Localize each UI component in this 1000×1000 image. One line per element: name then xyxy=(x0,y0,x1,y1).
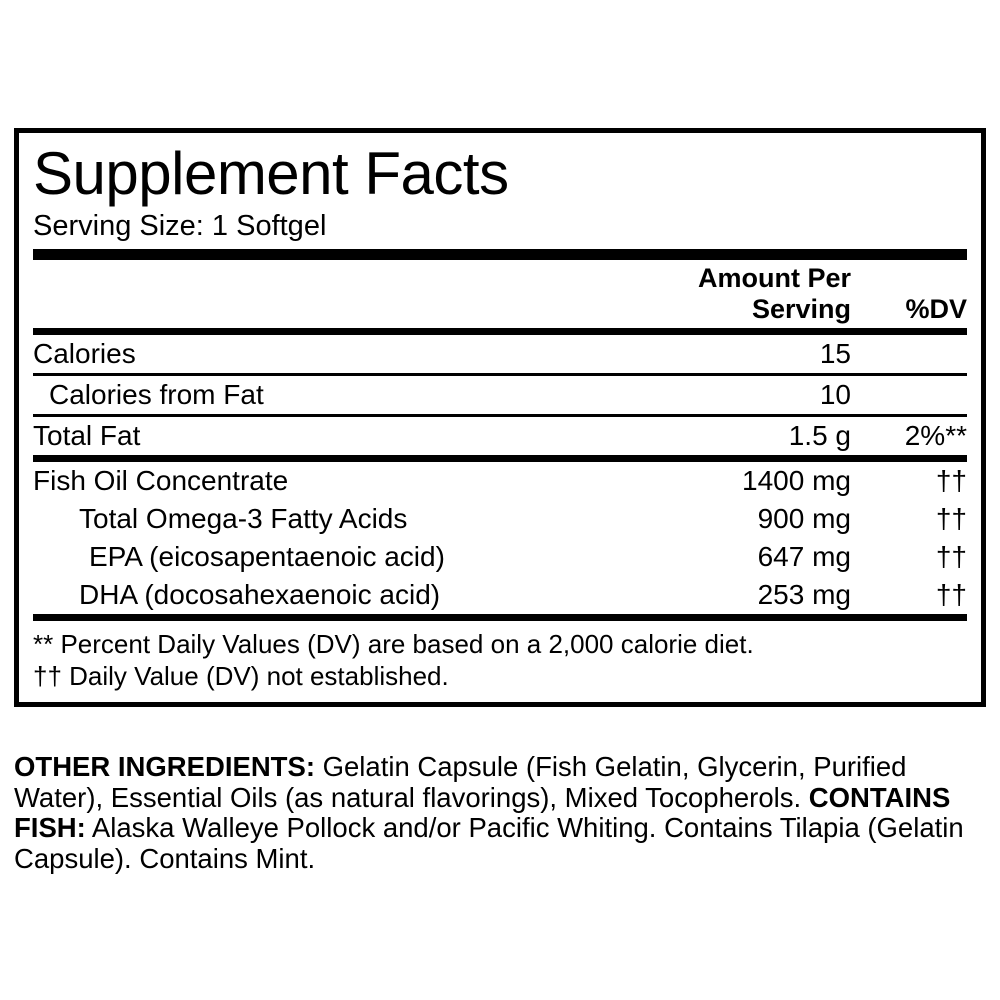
row-amount: 1400 mg xyxy=(742,465,851,496)
contains-fish-text: Alaska Walleye Pollock and/or Pacific Whiting. Contains Tilapia (Gelatin Capsule). Contains Mint. xyxy=(14,812,964,874)
footnotes xyxy=(33,621,967,692)
row-label: Total Fat xyxy=(33,420,141,451)
header-blank xyxy=(33,260,621,328)
row-amount: 1.5 g xyxy=(788,420,851,451)
footnote-daily-value-basis: ** Percent Daily Values (DV) are based on a 2,000 calorie diet. xyxy=(33,629,754,659)
row-amount: 253 mg xyxy=(757,579,851,610)
divider-above-footnotes xyxy=(33,614,967,621)
row-label: EPA (eicosapentaenoic acid) xyxy=(89,541,445,572)
header-percent-dv: %DV xyxy=(905,294,967,324)
other-ingredients-heading: OTHER INGREDIENTS: xyxy=(14,751,315,782)
table-header-row xyxy=(33,260,967,328)
row-dv: †† xyxy=(935,579,967,610)
row-amount: 900 mg xyxy=(757,503,851,534)
nutrition-rows-secondary xyxy=(33,462,967,614)
nutrition-rows-primary xyxy=(33,335,967,455)
table-row xyxy=(33,576,967,614)
row-label: DHA (docosahexaenoic acid) xyxy=(79,579,441,610)
table-row xyxy=(33,335,967,375)
row-dv: 2%** xyxy=(904,420,967,451)
footnote-dv-not-established: †† Daily Value (DV) not established. xyxy=(33,661,449,691)
table-row xyxy=(33,462,967,500)
row-dv: †† xyxy=(935,465,967,496)
divider-thick-top xyxy=(33,249,967,260)
table-row xyxy=(33,500,967,538)
row-amount: 15 xyxy=(621,335,855,375)
page-title: Supplement Facts xyxy=(33,140,509,207)
row-label: Calories from Fat xyxy=(33,375,621,416)
header-amount-per-serving: Amount Per Serving xyxy=(697,263,851,324)
row-dv: †† xyxy=(935,503,967,534)
supplement-facts-box xyxy=(14,128,986,707)
nutrition-table xyxy=(33,260,967,328)
row-amount: 647 mg xyxy=(757,541,851,572)
table-row xyxy=(33,375,967,416)
table-row xyxy=(33,416,967,456)
serving-size-text: Serving Size: 1 Softgel xyxy=(33,210,327,242)
row-dv xyxy=(855,335,967,375)
divider-under-headers xyxy=(33,328,967,335)
row-label: Calories xyxy=(33,335,621,375)
divider-under-total-fat xyxy=(33,455,967,462)
row-dv: †† xyxy=(935,541,967,572)
other-ingredients-block xyxy=(14,752,986,874)
other-ingredients-text: Gelatin Capsule (Fish Gelatin, Glycerin, Purified Water), Essential Oils (as natural flavorings), Mixed Tocopherols. xyxy=(14,751,907,813)
table-row xyxy=(33,538,967,576)
row-label: Total Omega-3 Fatty Acids xyxy=(79,503,408,534)
row-amount: 10 xyxy=(621,375,855,416)
row-dv xyxy=(855,375,967,416)
row-label: Fish Oil Concentrate xyxy=(33,465,289,496)
contains-fish-heading: CONTAINS FISH: xyxy=(14,781,951,843)
